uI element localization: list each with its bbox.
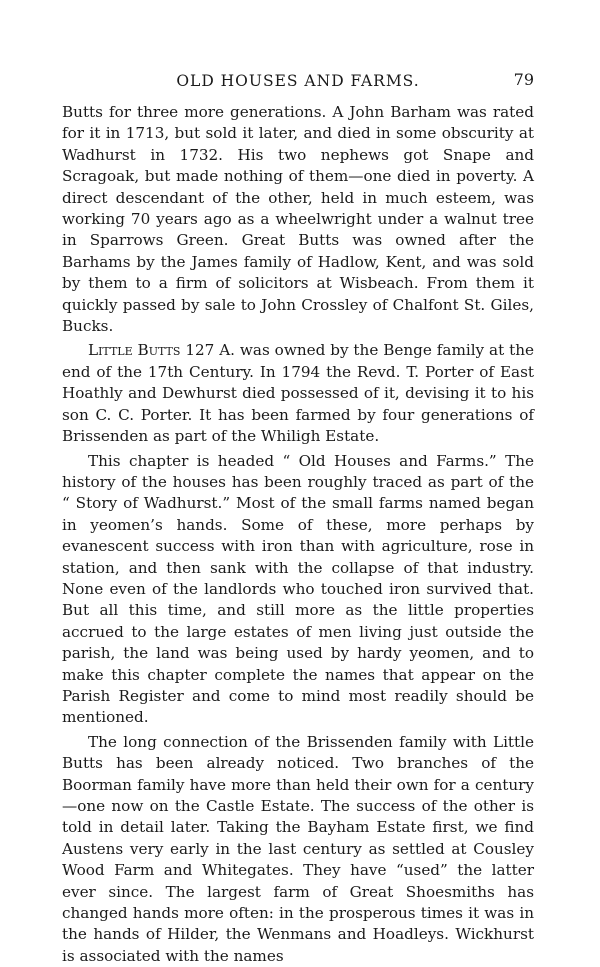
page-header [62,68,534,92]
paragraph [62,451,534,729]
paragraph [62,102,534,337]
running-head: OLD HOUSES AND FARMS. [176,72,420,90]
paragraph-text: 127 A. was owned by the Benge family at the end of the 17th Century. In 1794 the Revd. T. Porter of East Hoathly and Dewhurst died possessed of it, devising it to his son C. C. Porter. It has been farmed by four generations of Brissenden as part of the Whiligh Estate. [62,341,534,446]
book-page [62,68,534,967]
paragraph [62,732,534,967]
body-text [62,102,534,967]
paragraph-text: The long connection of the Brissenden family with Little Butts has been already noticed. Two branches of the Boorman family have more than held their own for a century—one now on the Castle Estate. The success of the other is told in detail later. Taking the Bayham Estate first, we find Austens very early in the last century as settled at Cousley Wood Farm and Whitegates. They have “used” the latter ever since. The largest farm of Great Shoesmiths has changed hands more often: in the prosperous times it was in the hands of Hilder, the Wenmans and Hoadleys. Wickhurst is associated with the names [62,732,534,965]
paragraph-lead: Little Butts [88,341,181,360]
page-number: 79 [513,70,534,89]
paragraph-text: Butts for three more generations. A John Barham was rated for it in 1713, but sold it later, and died in some obscurity at Wadhurst in 1732. His two nephews got Snape and Scragoak, but made nothing of them—one died in poverty. A direct descendant of the other, held in much esteem, was working 70 years ago as a wheelwright under a walnut tree in Sparrows Green. Great Butts was owned after the Barhams by the James family of Hadlow, Kent, and was sold by them to a firm of solicitors at Wisbeach. From them it quickly passed by sale to John Crossley of Chalfont St. Giles, Bucks. [62,103,534,336]
paragraph-text: This chapter is headed “ Old Houses and Farms.” The history of the houses has been roughly traced as part of the “ Story of Wadhurst.” Most of the small farms named began in yeomen’s hands. Some of these, more perhaps by evanescent success with iron than with agriculture, rose in station, and then sank with the collapse of that industry. None even of the landlords who touched iron survived that. But all this time, and still more as the little properties accrued to the large estates of men living just outside the parish, the land was being used by hardy yeomen, and to make this chapter complete the names that appear on the Parish Register and come to mind most readily should be mentioned. [62,451,534,727]
paragraph [62,340,534,447]
